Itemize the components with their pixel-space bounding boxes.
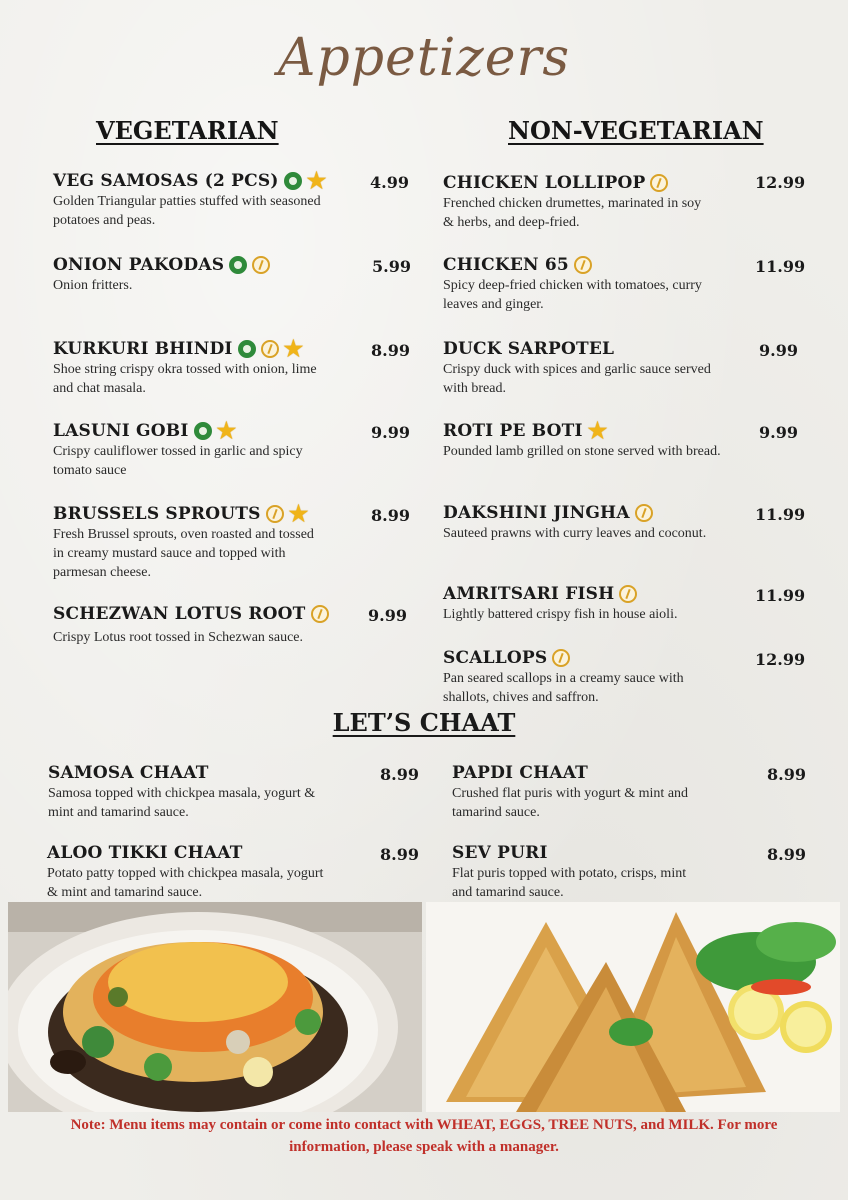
- menu-item: [47, 843, 337, 902]
- star-icon: ★: [587, 418, 608, 444]
- item-price: 11.99: [755, 257, 806, 276]
- item-price: 8.99: [380, 845, 419, 864]
- item-price: 12.99: [755, 173, 806, 192]
- star-icon: ★: [283, 336, 304, 362]
- menu-item: [53, 336, 353, 398]
- item-price: 12.99: [755, 650, 806, 669]
- item-description: Samosa topped with chickpea masala, yogurt & mint and tamarind sauce.: [48, 786, 316, 820]
- item-price: 11.99: [755, 505, 806, 524]
- star-icon: ★: [216, 418, 237, 444]
- item-description: Onion fritters.: [53, 278, 133, 293]
- menu-item: [443, 255, 733, 314]
- item-name: LASUNI GOBI: [53, 421, 189, 441]
- menu-item: [443, 584, 743, 624]
- item-price: 9.99: [759, 341, 798, 360]
- gluten-free-icon: [311, 605, 329, 623]
- item-name: ONION PAKODAS: [53, 255, 225, 275]
- star-icon: ★: [306, 168, 327, 194]
- item-price: 5.99: [372, 257, 411, 276]
- gluten-free-icon: [261, 340, 279, 358]
- menu-item: [53, 418, 353, 480]
- item-name: DUCK SARPOTEL: [443, 339, 615, 359]
- item-description: Lightly battered crispy fish in house aioli.: [443, 607, 678, 622]
- vegan-icon: [194, 422, 212, 440]
- page-title: Appetizers: [277, 28, 571, 88]
- item-price: 9.99: [759, 423, 798, 442]
- item-name: SEV PURI: [452, 843, 548, 863]
- menu-item: [443, 173, 733, 232]
- item-name: KURKURI BHINDI: [53, 339, 233, 359]
- gluten-free-icon: [552, 649, 570, 667]
- menu-item: [452, 843, 742, 902]
- item-description: Shoe string crispy okra tossed with onion, lime and chat masala.: [53, 362, 317, 396]
- item-price: 8.99: [767, 765, 806, 784]
- item-description: Fresh Brussel sprouts, oven roasted and tossed in creamy mustard sauce and topped with parmesan cheese.: [53, 527, 314, 580]
- item-description: Crushed flat puris with yogurt & mint and tamarind sauce.: [452, 786, 689, 820]
- menu-item: [443, 503, 733, 543]
- item-name: VEG SAMOSAS (2 PCS): [53, 171, 279, 191]
- item-name: DAKSHINI JINGHA: [443, 503, 630, 523]
- item-price: 9.99: [368, 606, 407, 625]
- gluten-free-icon: [619, 585, 637, 603]
- item-name: ROTI PE BOTI: [443, 421, 583, 441]
- gluten-free-icon: [574, 256, 592, 274]
- gluten-free-icon: [252, 256, 270, 274]
- samosa-image: [426, 902, 840, 1112]
- item-description: Spicy deep-fried chicken with tomatoes, curry leaves and ginger.: [443, 278, 702, 312]
- gluten-free-icon: [266, 505, 284, 523]
- item-description: Potato patty topped with chickpea masala, yogurt & mint and tamarind sauce.: [47, 866, 324, 900]
- vegetarian-heading: VEGETARIAN: [96, 116, 279, 145]
- vegan-icon: [229, 256, 247, 274]
- item-price: 8.99: [767, 845, 806, 864]
- menu-item: [452, 763, 742, 822]
- item-price: 8.99: [371, 506, 410, 525]
- non-vegetarian-heading: NON-VEGETARIAN: [508, 116, 764, 145]
- item-price: 4.99: [370, 173, 409, 192]
- item-name: ALOO TIKKI CHAAT: [47, 843, 243, 863]
- item-description: Crispy duck with spices and garlic sauce served with bread.: [443, 362, 711, 396]
- item-description: Pounded lamb grilled on stone served with bread.: [443, 444, 721, 459]
- gluten-free-icon: [650, 174, 668, 192]
- menu-item: [53, 168, 353, 230]
- menu-item: [443, 648, 733, 707]
- samosa-photo: [426, 902, 840, 1112]
- menu-item: [53, 255, 353, 295]
- item-price: 8.99: [380, 765, 419, 784]
- item-name: BRUSSELS SPROUTS: [53, 504, 261, 524]
- star-icon: ★: [288, 501, 309, 527]
- item-price: 9.99: [371, 423, 410, 442]
- item-description: Crispy Lotus root tossed in Schezwan sauce.: [53, 630, 304, 645]
- chaat-heading: LET’S CHAAT: [332, 708, 516, 737]
- item-description: Frenched chicken drumettes, marinated in soy & herbs, and deep-fried.: [443, 196, 702, 230]
- item-description: Golden Triangular patties stuffed with seasoned potatoes and peas.: [53, 194, 321, 228]
- item-name: SCHEZWAN LOTUS ROOT: [53, 604, 306, 624]
- chaat-photo: [8, 902, 422, 1112]
- menu-item: [53, 501, 353, 582]
- menu-item: [48, 763, 338, 822]
- item-price: 8.99: [371, 341, 410, 360]
- item-price: 11.99: [755, 586, 806, 605]
- item-name: SCALLOPS: [443, 648, 548, 668]
- item-name: AMRITSARI FISH: [443, 584, 615, 604]
- gluten-free-icon: [635, 504, 653, 522]
- item-name: PAPDI CHAAT: [452, 763, 589, 783]
- item-description: Crispy cauliflower tossed in garlic and spicy tomato sauce: [53, 444, 303, 478]
- vegan-icon: [284, 172, 302, 190]
- allergen-note: Note: Menu items may contain or come into contact with WHEAT, EGGS, TREE NUTS, and MILK. For more information, please speak with a manager.: [70, 1117, 778, 1155]
- item-name: CHICKEN LOLLIPOP: [443, 173, 646, 193]
- vegan-icon: [238, 340, 256, 358]
- menu-item: [53, 604, 363, 647]
- chaat-plate-image: [8, 902, 422, 1112]
- item-name: CHICKEN 65: [443, 255, 569, 275]
- item-description: Flat puris topped with potato, crisps, mint and tamarind sauce.: [452, 866, 687, 900]
- menu-item: [443, 418, 733, 461]
- menu-item: [443, 339, 733, 398]
- item-description: Sauteed prawns with curry leaves and coconut.: [443, 526, 707, 541]
- item-name: SAMOSA CHAAT: [48, 763, 209, 783]
- item-description: Pan seared scallops in a creamy sauce with shallots, chives and saffron.: [443, 671, 684, 705]
